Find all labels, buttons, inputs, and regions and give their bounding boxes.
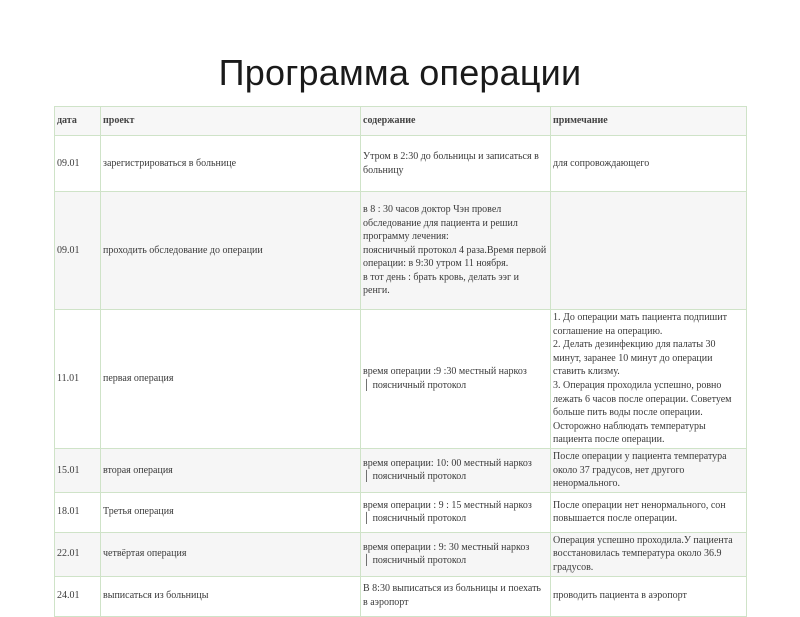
row-note: 1. До операции мать пациента подпишит соглашение на операцию. 2. Делать дезинфекцию для палаты 30 минут, заранее 10 минут до операции ставить клизму. 3. Операция проходила успешно, ровно лежать 6 часов после операции. Советуем больше пить воды после операции. Осторожно наблюдать температуры пациента после операции. [551, 310, 747, 449]
row-date: 22.01 [55, 532, 101, 576]
table-row [55, 532, 747, 576]
row-project: Третья операция [101, 492, 361, 532]
row-note: для сопровождающего [551, 136, 747, 192]
row-content: время операции: 10: 00 местный наркоз │ поясничный протокол [361, 448, 551, 492]
row-project: выписаться из больницы [101, 576, 361, 616]
table-header-row [55, 107, 747, 136]
slide-title: Программа операции [218, 52, 582, 93]
row-project: вторая операция [101, 448, 361, 492]
header-content: содержание [361, 107, 551, 136]
table-row [55, 310, 747, 449]
row-content: в 8 : 30 часов доктор Чэн провел обследование для пациента и решил программу лечения: поясничный протокол 4 раза.Время первой операции: в 9:30 утром 11 ноября. в тот день : брать кровь, делать ээг и ренги. [361, 192, 551, 310]
row-note: После операции нет ненормального, сон повышается после операции. [551, 492, 747, 532]
row-project: четвёртая операция [101, 532, 361, 576]
table-row [55, 448, 747, 492]
table-row [55, 192, 747, 310]
row-date: 24.01 [55, 576, 101, 616]
table-row [55, 136, 747, 192]
operation-schedule-table [54, 106, 747, 617]
row-date: 18.01 [55, 492, 101, 532]
header-date: дата [55, 107, 101, 136]
row-date: 11.01 [55, 310, 101, 449]
row-note [551, 192, 747, 310]
row-content: время операции : 9 : 15 местный наркоз │ поясничный протокол [361, 492, 551, 532]
row-content: Утром в 2:30 до больницы и записаться в больницу [361, 136, 551, 192]
row-project: зарегистрироваться в больнице [101, 136, 361, 192]
row-project: первая операция [101, 310, 361, 449]
row-content: время операции : 9: 30 местный наркоз │ поясничный протокол [361, 532, 551, 576]
row-note: После операции у пациента температура около 37 градусов, нет другого ненормального. [551, 448, 747, 492]
table-row [55, 576, 747, 616]
header-note: примечание [551, 107, 747, 136]
header-project: проект [101, 107, 361, 136]
row-note: проводить пациента в аэропорт [551, 576, 747, 616]
row-date: 09.01 [55, 192, 101, 310]
table-row [55, 492, 747, 532]
row-date: 09.01 [55, 136, 101, 192]
row-note: Операция успешно проходила.У пациента восстановилась температура около 36.9 градусов. [551, 532, 747, 576]
row-content: В 8:30 выписаться из больницы и поехать в аэропорт [361, 576, 551, 616]
row-content: время операции :9 :30 местный наркоз │ поясничный протокол [361, 310, 551, 449]
row-date: 15.01 [55, 448, 101, 492]
row-project: проходить обследование до операции [101, 192, 361, 310]
